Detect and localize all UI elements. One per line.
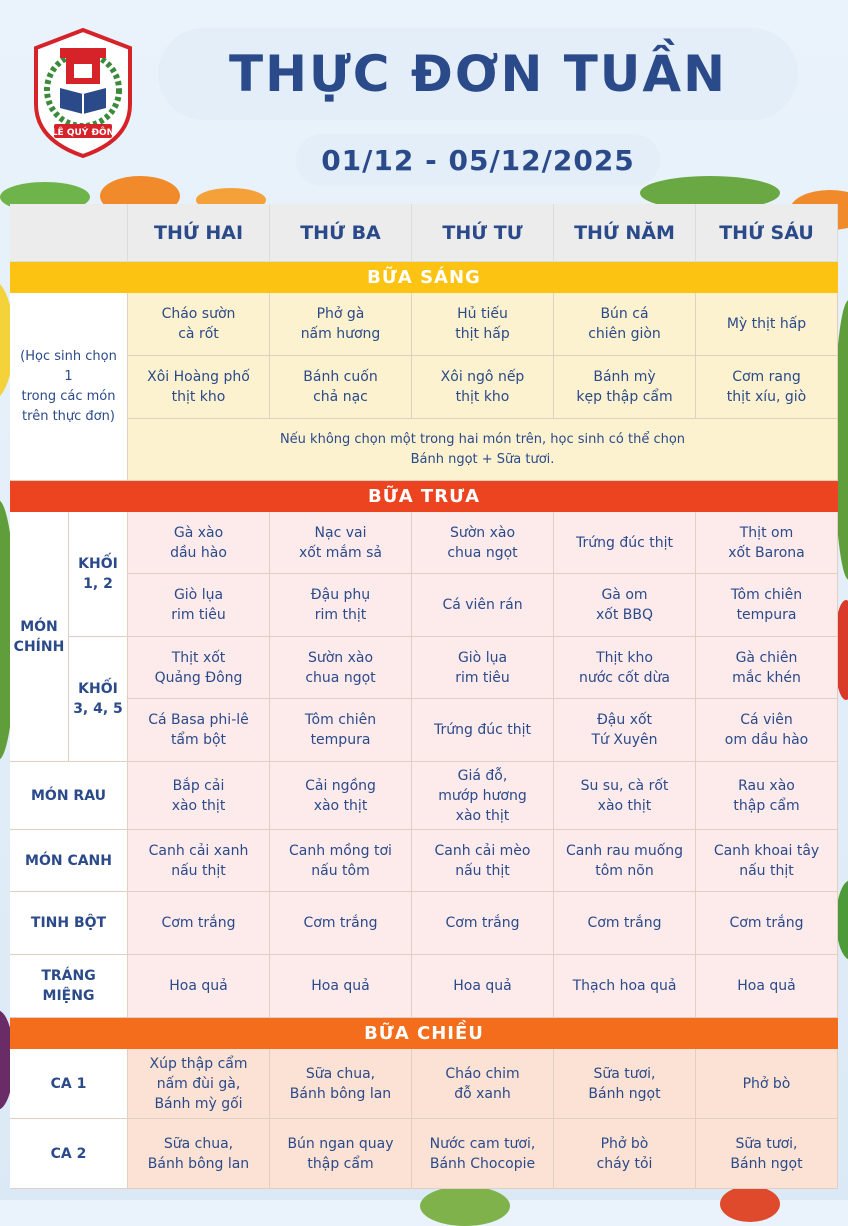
menu-cell: Sữa tươi, Bánh ngọt bbox=[696, 1119, 838, 1189]
menu-cell: Cá viên om dầu hào bbox=[696, 699, 838, 762]
menu-cell: Thịt kho nước cốt dừa bbox=[554, 637, 696, 699]
veg-label: MÓN RAU bbox=[10, 762, 128, 830]
dessert-label: TRÁNG MIỆNG bbox=[10, 955, 128, 1018]
menu-cell: Hủ tiếu thịt hấp bbox=[412, 293, 554, 356]
menu-cell: Cơm trắng bbox=[412, 892, 554, 955]
menu-cell: Gà xào dầu hào bbox=[128, 512, 270, 574]
menu-cell: Bún cá chiên giòn bbox=[554, 293, 696, 356]
menu-cell: Cơm trắng bbox=[554, 892, 696, 955]
menu-cell: Phở gà nấm hương bbox=[270, 293, 412, 356]
menu-cell: Bún ngan quay thập cẩm bbox=[270, 1119, 412, 1189]
avocado-decoration bbox=[420, 1186, 510, 1226]
day-header-row bbox=[10, 204, 838, 262]
day-header: THỨ HAI bbox=[128, 204, 270, 262]
breakfast-band: BỮA SÁNG bbox=[10, 262, 838, 293]
menu-cell: Bánh cuốn chả nạc bbox=[270, 356, 412, 419]
grade-1-2-label: KHỐI 1, 2 bbox=[69, 512, 128, 637]
breakfast-dishes bbox=[128, 293, 838, 481]
menu-cell: Cá viên rán bbox=[412, 574, 554, 637]
menu-cell: Cơm trắng bbox=[270, 892, 412, 955]
day-header: THỨ BA bbox=[270, 204, 412, 262]
menu-cell: Nạc vai xốt mắm sả bbox=[270, 512, 412, 574]
menu-cell: Xôi Hoàng phố thịt kho bbox=[128, 356, 270, 419]
starch-label: TINH BỘT bbox=[10, 892, 128, 955]
menu-cell: Gà chiên mắc khén bbox=[696, 637, 838, 699]
menu-cell: Phở bò cháy tỏi bbox=[554, 1119, 696, 1189]
menu-cell: Sườn xào chua ngọt bbox=[270, 637, 412, 699]
ca1-row bbox=[10, 1049, 838, 1119]
menu-cell: Cơm trắng bbox=[696, 892, 838, 955]
menu-cell: Tôm chiên tempura bbox=[270, 699, 412, 762]
menu-cell: Thịt xốt Quảng Đông bbox=[128, 637, 270, 699]
ca2-row bbox=[10, 1119, 838, 1189]
menu-cell: Cá Basa phi-lê tẩm bột bbox=[128, 699, 270, 762]
menu-cell: Giò lụa rim tiêu bbox=[412, 637, 554, 699]
menu-cell: Canh cải xanh nấu thịt bbox=[128, 830, 270, 892]
menu-cell: Nước cam tươi, Bánh Chocopie bbox=[412, 1119, 554, 1189]
menu-cell: Cải ngồng xào thịt bbox=[270, 762, 412, 830]
menu-cell: Hoa quả bbox=[270, 955, 412, 1018]
ca1-label: CA 1 bbox=[10, 1049, 128, 1119]
menu-cell: Bánh mỳ kẹp thập cẩm bbox=[554, 356, 696, 419]
menu-cell: Phở bò bbox=[696, 1049, 838, 1119]
grade-labels bbox=[69, 512, 128, 762]
lunch-band: BỮA TRƯA bbox=[10, 481, 838, 512]
day-header: THỨ TƯ bbox=[412, 204, 554, 262]
starch-row bbox=[10, 892, 838, 955]
breakfast-alternative-note: Nếu không chọn một trong hai món trên, học sinh có thể chọn Bánh ngọt + Sữa tươi. bbox=[128, 419, 838, 481]
menu-cell: Xúp thập cẩm nấm đùi gà, Bánh mỳ gối bbox=[128, 1049, 270, 1119]
menu-cell: Canh rau muống tôm nõn bbox=[554, 830, 696, 892]
menu-cell: Giò lụa rim tiêu bbox=[128, 574, 270, 637]
lunch-main-block bbox=[10, 512, 838, 762]
menu-cell: Thịt om xốt Barona bbox=[696, 512, 838, 574]
veg-row bbox=[10, 762, 838, 830]
main-dish-label: MÓN CHÍNH bbox=[10, 512, 69, 762]
afternoon-band: BỮA CHIỀU bbox=[10, 1018, 838, 1049]
menu-cell: Canh khoai tây nấu thịt bbox=[696, 830, 838, 892]
day-header: THỨ SÁU bbox=[696, 204, 838, 262]
menu-table bbox=[10, 204, 838, 1189]
breakfast-block bbox=[10, 293, 838, 481]
menu-cell: Sữa chua, Bánh bông lan bbox=[128, 1119, 270, 1189]
soup-row bbox=[10, 830, 838, 892]
school-logo bbox=[30, 28, 136, 160]
menu-cell: Hoa quả bbox=[412, 955, 554, 1018]
menu-cell: Trứng đúc thịt bbox=[412, 699, 554, 762]
menu-cell: Xôi ngô nếp thịt kho bbox=[412, 356, 554, 419]
menu-cell: Đậu phụ rim thịt bbox=[270, 574, 412, 637]
date-range: 01/12 - 05/12/2025 bbox=[321, 143, 635, 177]
tomato-decoration bbox=[720, 1186, 780, 1222]
menu-cell: Sữa tươi, Bánh ngọt bbox=[554, 1049, 696, 1119]
menu-cell: Cơm rang thịt xíu, giò bbox=[696, 356, 838, 419]
menu-cell: Giá đỗ, mướp hương xào thịt bbox=[412, 762, 554, 830]
menu-cell: Trứng đúc thịt bbox=[554, 512, 696, 574]
corner-cell bbox=[10, 204, 128, 262]
menu-cell: Mỳ thịt hấp bbox=[696, 293, 838, 356]
menu-cell: Cháo chim đỗ xanh bbox=[412, 1049, 554, 1119]
menu-cell: Sườn xào chua ngọt bbox=[412, 512, 554, 574]
menu-cell: Hoa quả bbox=[128, 955, 270, 1018]
menu-cell: Sữa chua, Bánh bông lan bbox=[270, 1049, 412, 1119]
menu-cell: Hoa quả bbox=[696, 955, 838, 1018]
breakfast-note-label: (Học sinh chọn 1 trong các món trên thực đơn) bbox=[10, 293, 128, 481]
title-banner bbox=[158, 28, 798, 120]
menu-cell: Cháo sườn cà rốt bbox=[128, 293, 270, 356]
dessert-row bbox=[10, 955, 838, 1018]
logo-text: LÊ QUÝ ĐÔN bbox=[51, 128, 115, 138]
menu-cell: Cơm trắng bbox=[128, 892, 270, 955]
menu-cell: Bắp cải xào thịt bbox=[128, 762, 270, 830]
ca2-label: CA 2 bbox=[10, 1119, 128, 1189]
menu-cell: Rau xào thập cẩm bbox=[696, 762, 838, 830]
menu-cell: Tôm chiên tempura bbox=[696, 574, 838, 637]
menu-cell: Su su, cà rốt xào thịt bbox=[554, 762, 696, 830]
grade-3-4-5-label: KHỐI 3, 4, 5 bbox=[69, 637, 128, 762]
main-dishes bbox=[128, 512, 838, 762]
date-banner bbox=[296, 134, 660, 186]
menu-cell: Canh mồng tơi nấu tôm bbox=[270, 830, 412, 892]
page-title: THỰC ĐƠN TUẦN bbox=[229, 45, 727, 103]
menu-cell: Thạch hoa quả bbox=[554, 955, 696, 1018]
menu-cell: Gà om xốt BBQ bbox=[554, 574, 696, 637]
menu-cell: Canh cải mèo nấu thịt bbox=[412, 830, 554, 892]
menu-cell: Đậu xốt Tứ Xuyên bbox=[554, 699, 696, 762]
soup-label: MÓN CANH bbox=[10, 830, 128, 892]
day-header: THỨ NĂM bbox=[554, 204, 696, 262]
